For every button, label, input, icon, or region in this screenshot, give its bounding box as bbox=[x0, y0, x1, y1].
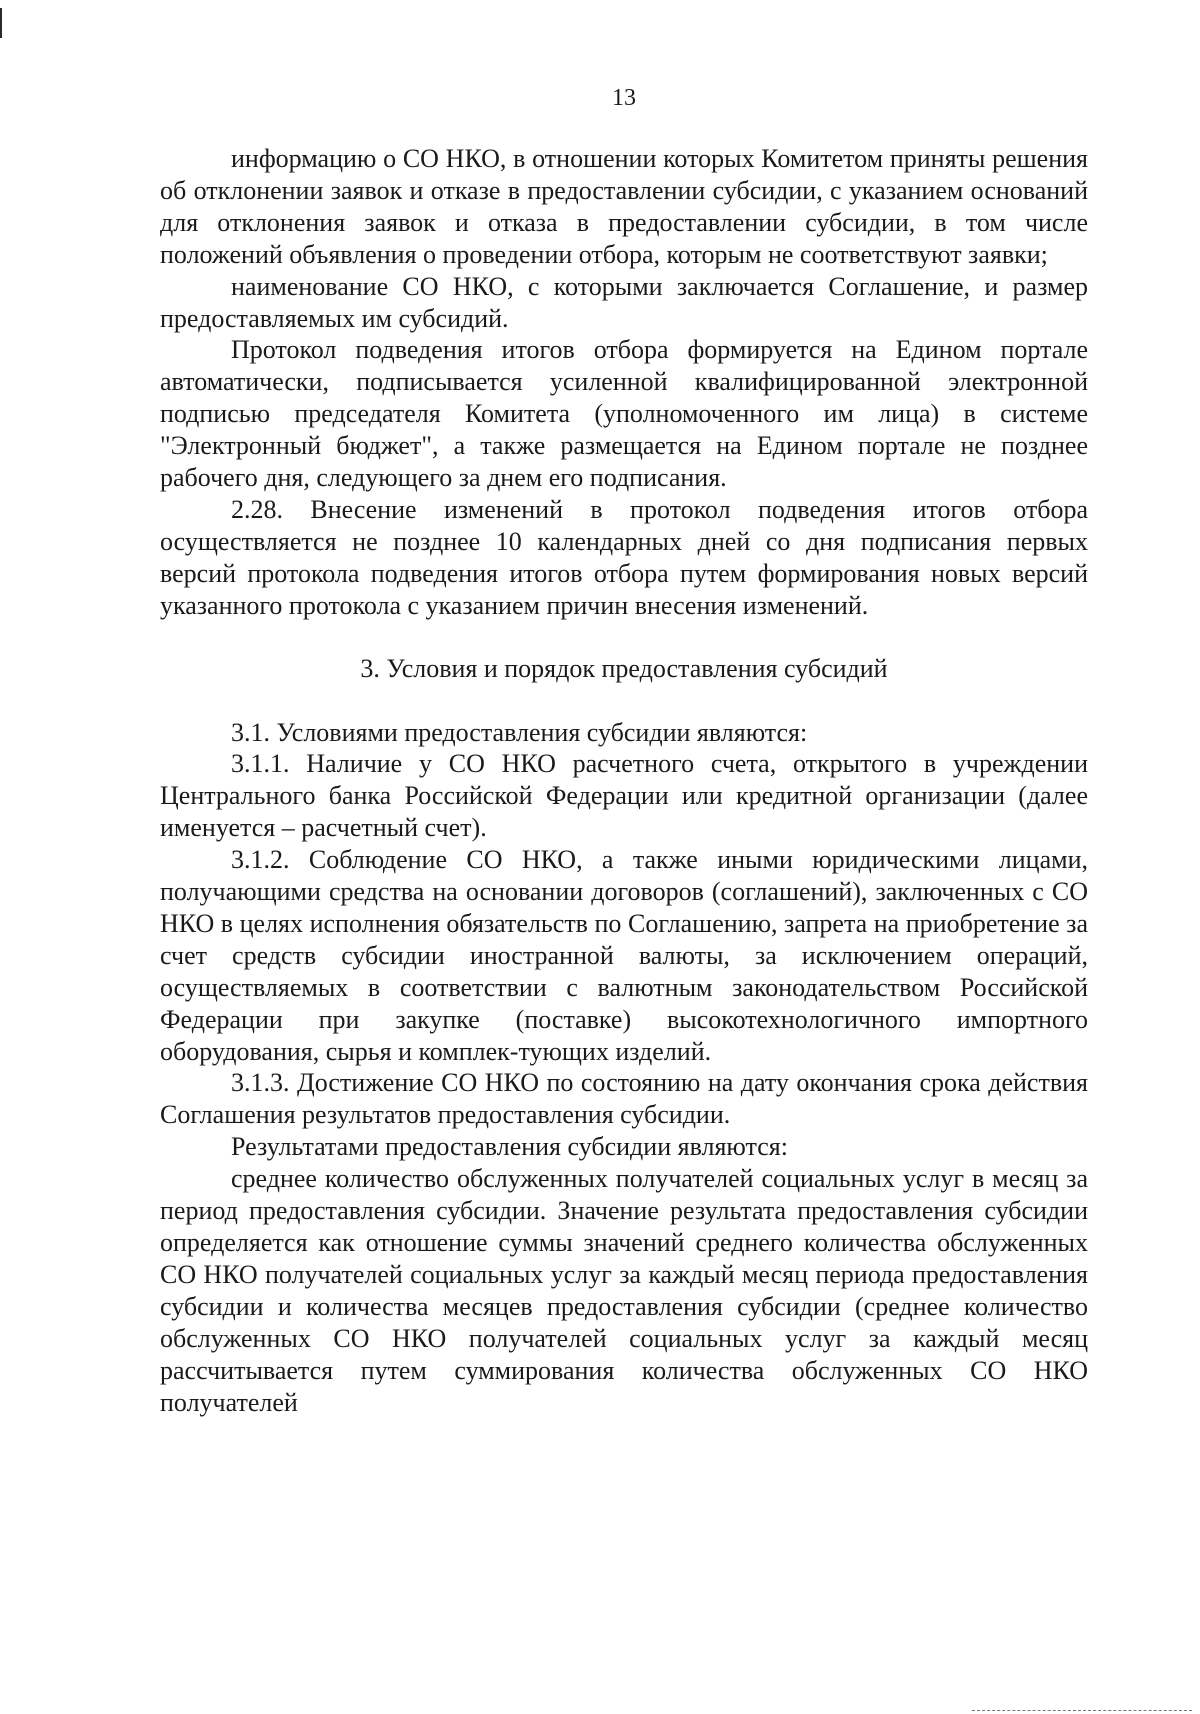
paragraph-3-1: 3.1. Условиями предоставления субсидии являются: bbox=[231, 717, 808, 747]
paragraph-rejected-list: информацию о СО НКО, в отношении которых Комитетом приняты решения об отклонении заявок и отказе в предоставлении субсидии, с указанием оснований для отклонения заявок и отказа в предоставлении субсидии, в том числе положений объявления о проведении отбора, которым не соответствуют заявки; bbox=[160, 144, 1088, 269]
page-number: 13 bbox=[612, 85, 636, 111]
paragraph-results-average: среднее количество обслуженных получателей социальных услуг в месяц за период предоставления субсидии. Значение результата предоставления субсидии определяется как отношение суммы значений среднего количества обслуженных СО НКО получателей социальных услуг за каждый месяц периода предоставления субсидии и количества месяцев предоставления субсидии (среднее количество обслуженных СО НКО получателей социальных услуг за каждый месяц рассчитывается путем суммирования количества обслуженных СО НКО получателей bbox=[160, 1164, 1088, 1417]
paragraph-results-intro: Результатами предоставления субсидии являются: bbox=[231, 1132, 788, 1162]
paragraph-3-1-2: 3.1.2. Соблюдение СО НКО, а также иными юридическими лицами, получающими средства на основании договоров (соглашений), заключенных с СО НКО в целях исполнения обязательств по Соглашению, запрета на приобретение за счет средств субсидии иностранной валюты, за исключением операций, осуществляемых в соответствии с валютным законодательством Российской Федерации при закупке (поставке) высокотехнологичного импортного оборудования, сырья и комплек-тующих изделий. bbox=[160, 845, 1088, 1066]
paragraph-3-1-3: 3.1.3. Достижение СО НКО по состоянию на дату окончания срока действия Соглашения результатов предоставления субсидии. bbox=[160, 1068, 1088, 1130]
paragraph-agreement-names: наименование СО НКО, с которыми заключается Соглашение, и размер предоставляемых им субсидий. bbox=[160, 271, 1088, 333]
footer-rule bbox=[972, 1710, 1192, 1712]
paragraph-2-28: 2.28. Внесение изменений в протокол подведения итогов отбора осуществляется не позднее 10 календарных дней со дня подписания первых версий протокола подведения итогов отбора путем формирования новых версий указанного протокола с указанием причин внесения изменений. bbox=[160, 494, 1088, 620]
scan-edge-mark bbox=[0, 8, 2, 38]
paragraph-3-1-1: 3.1.1. Наличие у СО НКО расчетного счета, открытого в учреждении Центрального банка Российской Федерации или кредитной организации (далее именуется – расчетный счет). bbox=[160, 749, 1088, 843]
paragraph-protocol-signing: Протокол подведения итогов отбора формируется на Едином портале автоматически, подписывается усиленной квалифицированной электронной подписью председателя Комитета (уполномоченного им лица) в системе "Электронный бюджет", а также размещается на Едином портале не позднее рабочего дня, следующего за днем его подписания. bbox=[160, 335, 1088, 493]
document-body bbox=[160, 143, 1088, 1418]
section-heading: 3. Условия и порядок предоставления субсидий bbox=[360, 653, 888, 683]
